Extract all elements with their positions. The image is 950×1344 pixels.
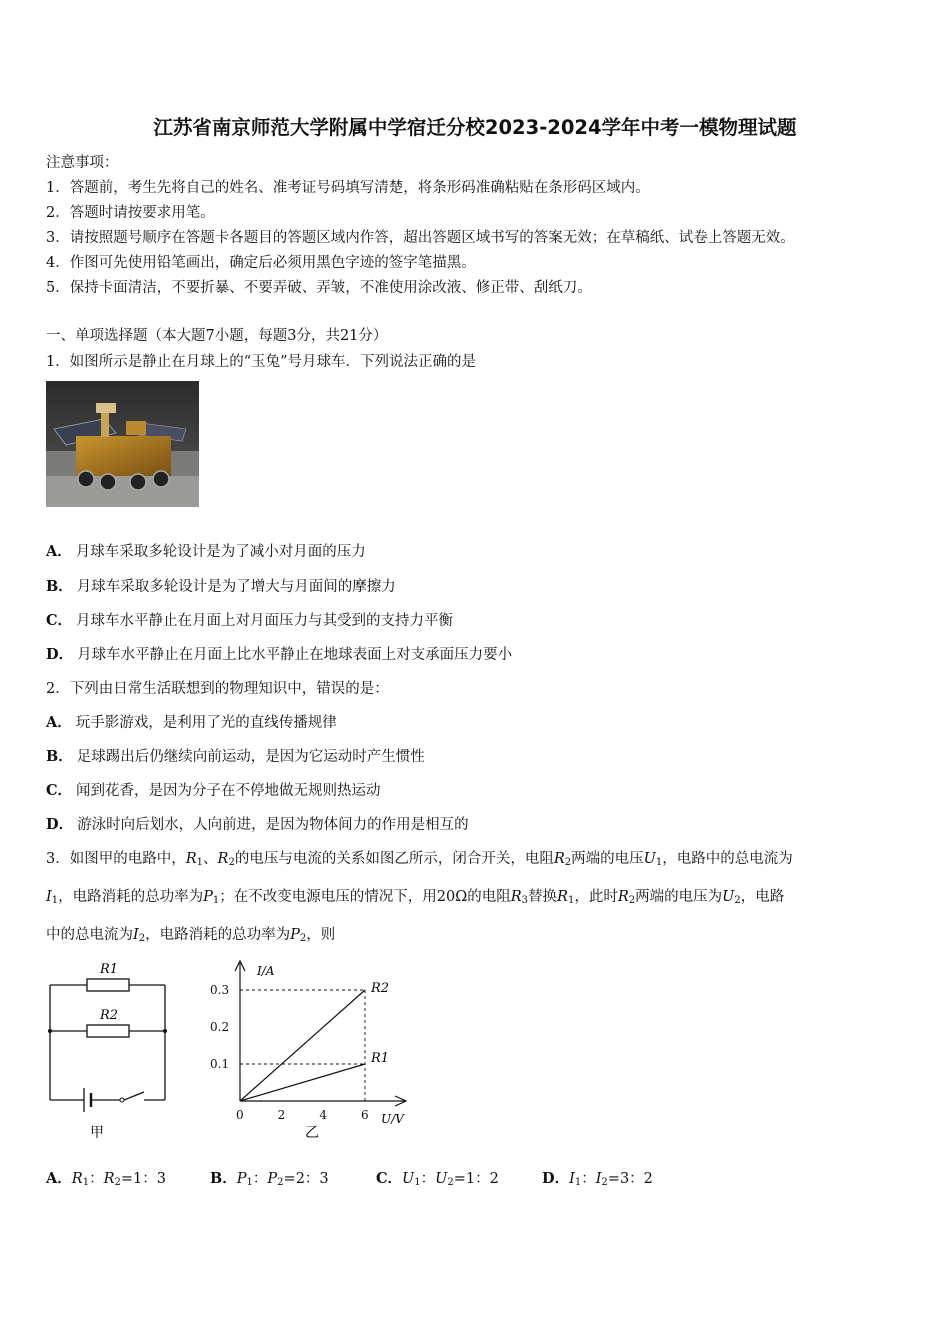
- option-label: C．: [46, 612, 73, 629]
- section-heading: 一、单项选择题（本大题7小题，每题3分，共21分）: [46, 328, 388, 344]
- option-text: 月球车水平静止在月面上比水平静止在地球表面上对支承面压力要小: [77, 647, 513, 663]
- subscript: 1: [567, 895, 575, 906]
- x-tick-label: 2: [277, 1108, 286, 1122]
- symbol-r: R: [617, 889, 629, 905]
- subscript: 2: [138, 933, 146, 944]
- circuit-diagram: [40, 955, 180, 1145]
- symbol-r: R: [510, 889, 522, 905]
- q3-text: ，此时: [574, 889, 618, 905]
- subscript: 2: [447, 1177, 454, 1188]
- option-label: A．: [46, 714, 72, 731]
- option-label: D．: [46, 816, 74, 833]
- symbol-i: I: [46, 889, 52, 905]
- q2-option-d: [46, 816, 469, 834]
- notice-item-4: 4．作图可先使用铅笔画出，确定后必须用黑色字迹的签字笔描黑。: [46, 255, 476, 271]
- series-line-r1: [240, 1064, 365, 1101]
- symbol-r: R: [553, 851, 565, 867]
- subscript: 2: [114, 1177, 121, 1188]
- option-label: D．: [46, 646, 74, 663]
- subscript: 2: [564, 857, 572, 868]
- series-line-r2: [240, 990, 365, 1101]
- q3-option-d: D．$I_1$：$I_2=3$：2: [542, 1170, 653, 1188]
- graph-caption: 乙: [305, 1125, 319, 1141]
- subscript: 2: [734, 895, 741, 906]
- q3-option-b: B．$P_1$：$P_2=2$：3: [210, 1170, 329, 1188]
- subscript: 2: [228, 857, 235, 868]
- symbol-i: I: [133, 927, 139, 943]
- q2-option-c: [46, 782, 381, 800]
- q1-option-d: [46, 646, 512, 664]
- q1-option-a: [46, 543, 366, 561]
- symbol-p: P: [290, 927, 300, 943]
- option-label: B．: [46, 578, 73, 595]
- option-label: D．: [542, 1170, 570, 1187]
- symbol-u: U: [722, 889, 735, 905]
- q1-option-c: [46, 612, 453, 630]
- notice-heading: 注意事项：: [46, 155, 119, 171]
- q3-line-2: [46, 888, 784, 906]
- notice-item-1: 1．答题前，考生先将自己的姓名、准考证号码填写清楚，将条形码准确粘贴在条形码区域内。: [46, 180, 650, 196]
- option-label: A．: [46, 543, 72, 560]
- x-tick-label: 4: [319, 1108, 327, 1122]
- x-axis-label: U/V: [381, 1112, 404, 1126]
- q3-text: ，电路消耗的总功率为: [58, 889, 204, 905]
- subscript: 2: [601, 1177, 608, 1188]
- option-symbol: P: [267, 1171, 278, 1187]
- symbol-r: R: [185, 851, 197, 867]
- x-tick-label: 6: [361, 1108, 369, 1122]
- option-symbol: R: [71, 1171, 83, 1187]
- q3-text: 3．如图甲的电路中，: [46, 851, 186, 867]
- q3-text: 的电压与电流的关系如图乙所示，闭合开关，电阻: [234, 851, 554, 867]
- symbol-r: R: [217, 851, 229, 867]
- option-symbol: U: [402, 1171, 415, 1187]
- option-symbol: R: [103, 1171, 115, 1187]
- q3-text: ，电路消耗的总功率为: [145, 927, 291, 943]
- y-tick-label: 0.3: [210, 983, 230, 997]
- q3-line-1: [46, 850, 793, 868]
- q3-option-c: C．$U_1$：$U_2=1$：2: [376, 1170, 499, 1188]
- circuit-caption: 甲: [90, 1125, 104, 1141]
- subscript: 1: [196, 857, 204, 868]
- subscript: 1: [51, 895, 59, 906]
- q2-stem: 2．下列由日常生活联想到的物理知识中，错误的是：: [46, 681, 389, 697]
- option-text: 足球踢出后仍继续向前运动，是因为它运动时产生惯性: [76, 749, 425, 765]
- option-text: 游泳时向后划水，人向前进，是因为物体间力的作用是相互的: [77, 817, 469, 833]
- option-ratio: =2：3: [283, 1171, 329, 1187]
- q3-text: ，则: [306, 927, 336, 943]
- x-tick-label: 0: [236, 1108, 244, 1122]
- subscript: 1: [574, 1177, 582, 1188]
- q3-text: ；在不改变电源电压的情况下，用20Ω的电阻: [219, 889, 511, 905]
- option-text: 月球车采取多轮设计是为了减小对月面的压力: [75, 544, 366, 560]
- lunar-rover-image: [46, 381, 199, 507]
- notice-item-3: 3．请按照题号顺序在答题卡各题目的答题区域内作答，超出答题区域书写的答案无效；在草稿纸、试卷上答题无效。: [46, 230, 795, 246]
- q3-text: 中的总电流为: [46, 927, 133, 943]
- subscript: 2: [628, 895, 636, 906]
- y-axis-label: I/A: [257, 964, 275, 978]
- y-tick-label: 0.2: [210, 1020, 230, 1034]
- subscript: 2: [277, 1177, 284, 1188]
- iu-graph: [205, 955, 425, 1145]
- q3-text: ，电路: [740, 889, 785, 905]
- q1-stem: 1．如图所示是静止在月球上的“玉兔”号月球车．下列说法正确的是: [46, 354, 477, 370]
- option-ratio: =1：3: [120, 1171, 166, 1187]
- notice-item-5: 5．保持卡面清洁，不要折暴、不要弄破、弄皱，不准使用涂改液、修正带、刮纸刀。: [46, 280, 592, 296]
- q3-options: [46, 1167, 746, 1187]
- q3-line-3: [46, 926, 335, 944]
- symbol-p: P: [203, 889, 213, 905]
- option-symbol: U: [435, 1171, 448, 1187]
- q2-option-b: [46, 748, 425, 766]
- option-label: B．: [210, 1170, 237, 1187]
- subscript: 1: [246, 1177, 253, 1188]
- subscript: 3: [521, 895, 529, 906]
- option-symbol: I: [569, 1171, 575, 1187]
- option-symbol: I: [595, 1171, 602, 1187]
- subscript: 1: [82, 1177, 90, 1188]
- subscript: 1: [212, 895, 220, 906]
- subscript: 1: [414, 1177, 421, 1188]
- option-text: 玩手影游戏，是利用了光的直线传播规律: [75, 715, 337, 731]
- option-text: 闻到花香，是因为分子在不停地做无规则热运动: [76, 783, 381, 799]
- option-ratio: =1：2: [453, 1171, 499, 1187]
- option-label: C．: [46, 782, 73, 799]
- q3-text: 、: [203, 851, 218, 867]
- symbol-r: R: [557, 889, 568, 905]
- option-text: 月球车采取多轮设计是为了增大与月面间的摩擦力: [76, 579, 396, 595]
- notice-item-2: 2．答题时请按要求用笔。: [46, 205, 215, 221]
- q3-text: 两端的电压: [571, 851, 644, 867]
- option-label: B．: [46, 748, 73, 765]
- q3-text: 替换: [528, 889, 558, 905]
- y-tick-label: 0.1: [210, 1057, 230, 1071]
- subscript: 1: [655, 857, 663, 868]
- option-ratio: =3：2: [607, 1171, 653, 1187]
- page-title: 江苏省南京师范大学附属中学宿迁分校2023-2024学年中考一模物理试题: [153, 116, 797, 139]
- q3-option-a: A．$R_1$：$R_2=1$：3: [46, 1170, 166, 1188]
- q3-text: ，电路中的总电流为: [662, 851, 793, 867]
- option-label: A．: [46, 1170, 72, 1187]
- symbol-u: U: [643, 851, 656, 867]
- subscript: 2: [299, 933, 307, 944]
- option-symbol: P: [236, 1171, 247, 1187]
- q3-text: 两端的电压为: [635, 889, 723, 905]
- line-label-r1: R1: [371, 1051, 390, 1066]
- option-text: 月球车水平静止在月面上对月面压力与其受到的支持力平衡: [76, 613, 454, 629]
- q2-option-a: [46, 714, 337, 732]
- q1-option-b: [46, 578, 396, 596]
- option-label: C．: [376, 1170, 403, 1187]
- line-label-r2: R2: [371, 981, 390, 996]
- circuit-label-r1: R1: [100, 962, 119, 977]
- circuit-label-r2: R2: [100, 1008, 119, 1023]
